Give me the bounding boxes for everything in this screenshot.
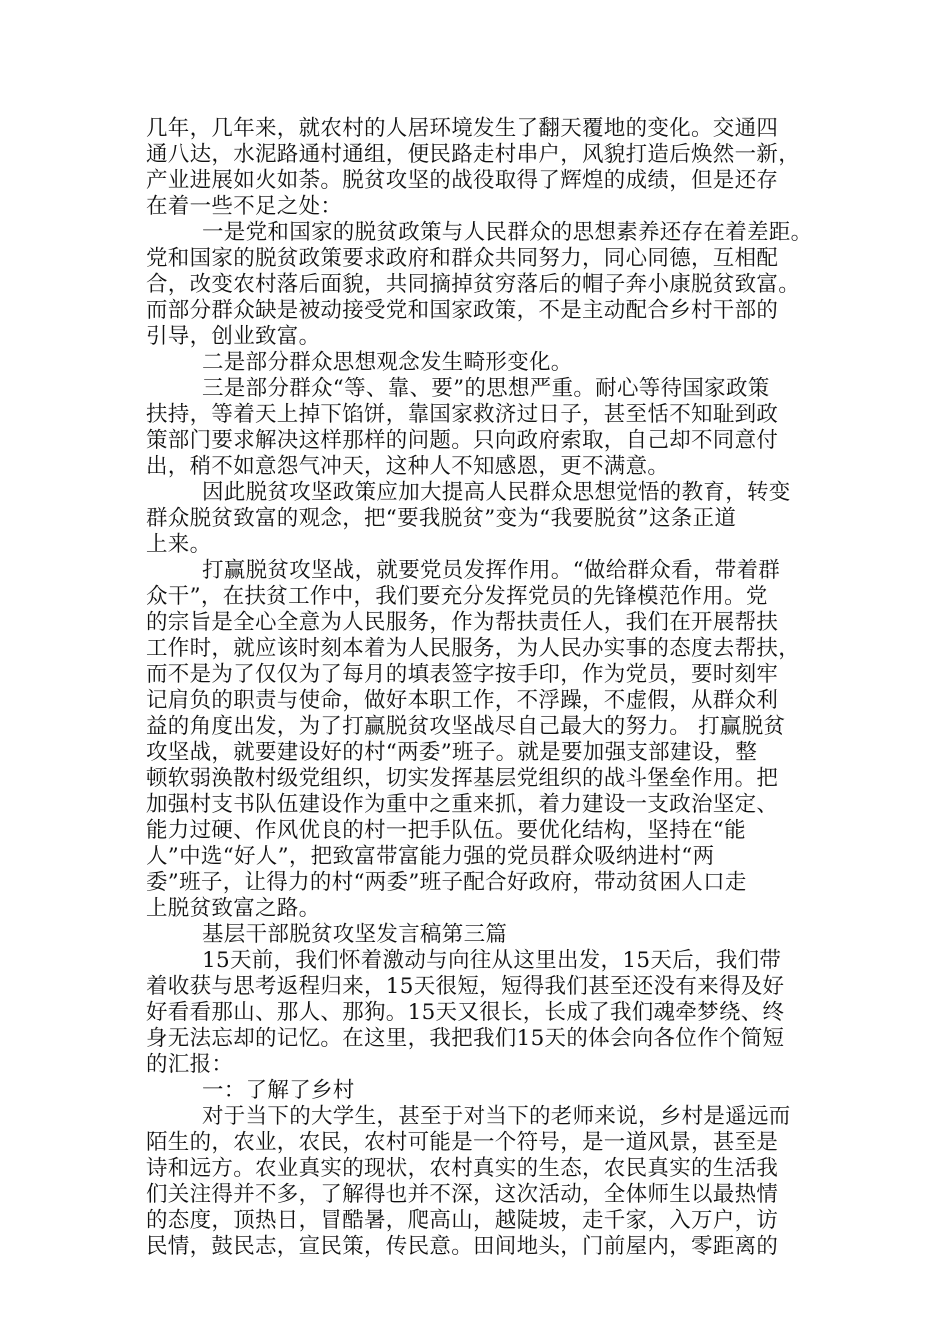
text-line: 的汇报：	[146, 1052, 234, 1077]
text-line: 一是党和国家的脱贫政策与人民群众的思想素养还存在着差距。	[202, 220, 813, 245]
text-line: 工作时，就应该时刻本着为人民服务，为人民办实事的态度去帮扶，	[146, 636, 801, 661]
text-line: 而不是为了仅仅为了每月的填表签字按手印，作为党员，要时刻牢	[146, 662, 779, 687]
text-line: 好看看那山、那人、那狗。15天又很长，长成了我们魂牵梦绕、终	[146, 1000, 785, 1025]
text-line: 出，稍不如意怨气冲天，这种人不知感恩，更不满意。	[146, 454, 670, 479]
text-line: 上来。	[146, 532, 212, 557]
text-line: 一：了解了乡村	[202, 1078, 355, 1103]
text-line: 在着一些不足之处：	[146, 194, 343, 219]
text-line: 因此脱贫攻坚政策应加大提高人民群众思想觉悟的教育，转变	[202, 480, 791, 505]
text-line: 合，改变农村落后面貌，共同摘掉贫穷落后的帽子奔小康脱贫致富。	[146, 272, 801, 297]
text-line: 身无法忘却的记忆。在这里，我把我们15天的体会向各位作个简短	[146, 1026, 785, 1051]
text-line: 加强村支书队伍建设作为重中之重来抓，着力建设一支政治坚定、	[146, 792, 779, 817]
text-line: 群众脱贫致富的观念，把“要我脱贫”变为“我要脱贫”这条正道	[146, 506, 737, 531]
text-line: 的态度，顶热日，冒酷暑，爬高山，越陡坡，走千家，入万户，访	[146, 1208, 779, 1233]
text-line: 民情，鼓民志，宣民策，传民意。田间地头，门前屋内，零距离的	[146, 1234, 779, 1259]
text-line: 顿软弱涣散村级党组织，切实发挥基层党组织的战斗堡垒作用。把	[146, 766, 779, 791]
document-body-text	[146, 116, 816, 1260]
text-line: 能力过硬、作风优良的村一把手队伍。要优化结构，坚持在“能	[146, 818, 746, 843]
text-line: 引导，创业致富。	[146, 324, 321, 349]
text-line: 策部门要求解决这样那样的问题。只向政府索取，自己却不同意付	[146, 428, 779, 453]
text-line: 基层干部脱贫攻坚发言稿第三篇	[202, 922, 508, 947]
text-line: 诗和远方。农业真实的现状，农村真实的生态，农民真实的生活我	[146, 1156, 779, 1181]
text-line: 对于当下的大学生，甚至于对当下的老师来说，乡村是遥远而	[202, 1104, 791, 1129]
text-line: 攻坚战，就要建设好的村“两委”班子。就是要加强支部建设，整	[146, 740, 758, 765]
text-line: 而部分群众缺是被动接受党和国家政策，不是主动配合乡村干部的	[146, 298, 779, 323]
text-line: 益的角度出发，为了打赢脱贫攻坚战尽自己最大的努力。 打赢脱贫	[146, 714, 786, 739]
text-line: 产业进展如火如荼。脱贫攻坚的战役取得了辉煌的成绩，但是还存	[146, 168, 779, 193]
text-line: 二是部分群众思想观念发生畸形变化。	[202, 350, 573, 375]
text-line: 上脱贫致富之路。	[146, 896, 321, 921]
text-line: 着收获与思考返程归来，15天很短，短得我们甚至还没有来得及好	[146, 974, 785, 999]
text-line: 打赢脱贫攻坚战，就要党员发挥作用。“做给群众看，带着群	[202, 558, 781, 583]
text-line: 们关注得并不多，了解得也并不深，这次活动，全体师生以最热情	[146, 1182, 779, 1207]
text-line: 陌生的，农业，农民，农村可能是一个符号，是一道风景，甚至是	[146, 1130, 779, 1155]
text-line: 众干”，在扶贫工作中，我们要充分发挥党员的先锋模范作用。党	[146, 584, 768, 609]
text-line: 15天前，我们怀着激动与向往从这里出发，15天后，我们带	[202, 948, 782, 973]
text-line: 的宗旨是全心全意为人民服务，作为帮扶责任人，我们在开展帮扶	[146, 610, 779, 635]
text-line: 三是部分群众“等、靠、要”的思想严重。耐心等待国家政策	[202, 376, 770, 401]
text-line: 扶持，等着天上掉下馅饼，靠国家救济过日子，甚至恬不知耻到政	[146, 402, 779, 427]
text-line: 委”班子，让得力的村“两委”班子配合好政府，带动贫困人口走	[146, 870, 747, 895]
text-line: 记肩负的职责与使命，做好本职工作，不浮躁，不虚假，从群众利	[146, 688, 779, 713]
text-line: 党和国家的脱贫政策要求政府和群众共同努力，同心同德，互相配	[146, 246, 779, 271]
text-line: 几年，几年来，就农村的人居环境发生了翻天覆地的变化。交通四	[146, 116, 779, 141]
text-line: 通八达，水泥路通村通组，便民路走村串户，风貌打造后焕然一新，	[146, 142, 801, 167]
text-line: 人”中选“好人”，把致富带富能力强的党员群众吸纳进村“两	[146, 844, 715, 869]
